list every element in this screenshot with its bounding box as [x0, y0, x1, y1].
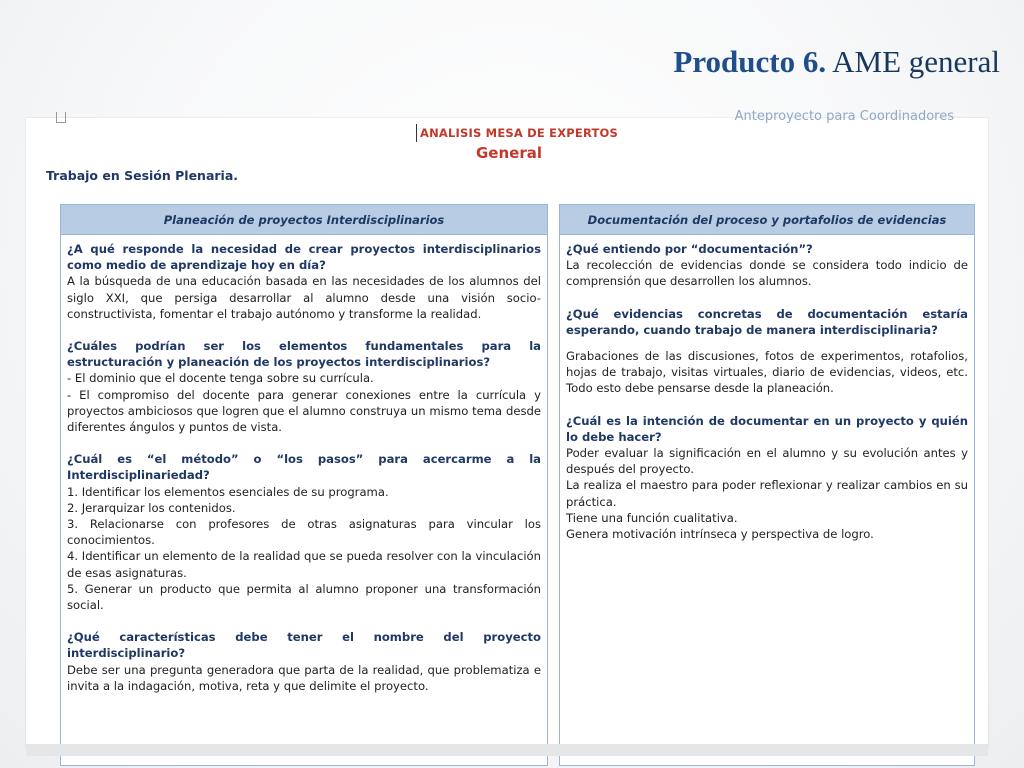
session-label: Trabajo en Sesión Plenaria. [46, 168, 239, 183]
question: ¿Qué características debe tener el nombre del proyecto interdisciplinario? [67, 630, 541, 661]
answer: Genera motivación intrínseca y perspectiva de logro. [566, 527, 874, 542]
cut-header-text: Anteproyecto para Coordinadores [734, 109, 954, 124]
question: ¿Cuál es “el método” o “los pasos” para acercarme a la Interdisciplinariedad? [67, 452, 541, 483]
left-column-header: Planeación de proyectos Interdisciplinarios [61, 205, 547, 235]
question: ¿Qué entiendo por “documentación”? [566, 242, 813, 256]
slide-title-bold: Producto 6. [673, 44, 827, 79]
question: ¿Cuáles podrían ser los elementos fundamentales para la estructuración y planeación de los proyectos interdisciplinarios? [67, 339, 541, 370]
answer: La recolección de evidencias donde se considera todo indicio de comprensión que desarrollen los alumnos. [566, 258, 968, 289]
slide-title [673, 44, 1000, 80]
corner-mark [56, 112, 66, 123]
answer: 1. Identificar los elementos esenciales de su programa. [67, 484, 389, 499]
answer: La realiza el maestro para poder reflexionar y realizar cambios en su práctica. [566, 478, 968, 509]
answer: 5. Generar un producto que permita al alumno proponer una transformación social. [67, 581, 541, 613]
right-column [559, 204, 975, 766]
question: ¿A qué responde la necesidad de crear proyectos interdisciplinarios como medio de aprendizaje hoy en día? [67, 242, 541, 273]
document-heading: ANALISIS MESA DE EXPERTOS [420, 126, 619, 140]
question: ¿Qué evidencias concretas de documentación estaría esperando, cuando trabajo de manera interdisciplinaria? [566, 306, 968, 337]
answer: 4. Identificar un elemento de la realidad que se pueda resolver con la vinculación de esas asignaturas. [67, 549, 541, 580]
right-column-header: Documentación del proceso y portafolios de evidencias [560, 205, 974, 235]
question: ¿Cuál es la intención de documentar en un proyecto y quién lo debe hacer? [566, 413, 968, 444]
left-column [60, 204, 548, 766]
answer: - El dominio que el docente tenga sobre su currícula. [67, 371, 374, 386]
answer: Debe ser una pregunta generadora que parta de la realidad, que problematiza e invita a la indagación, motiva, reta y que delimite el proyecto. [67, 662, 541, 693]
answer: A la búsqueda de una educación basada en las necesidades de los alumnos del siglo XXI, que persiga desarrollar al alumno desde una visión socio-constructivista, fomentar el trabajo autónomo y transforme la realidad. [67, 274, 541, 321]
answer: Tiene una función cualitativa. [566, 510, 738, 525]
answer: 3. Relacionarse con profesores de otras asignaturas para vincular los conocimientos. [67, 517, 541, 548]
answer: - El compromiso del docente para generar conexiones entre la currícula y proyectos ambiciosos que logren que el alumno construya un mismo tema desde diferentes ángulos y puntos de vista. [67, 387, 541, 435]
right-column-body [560, 235, 974, 542]
slide-title-rest: AME general [832, 44, 1000, 79]
document-subheading: General [476, 144, 542, 162]
answer: Poder evaluar la significación en el alumno y su evolución antes y después del proyecto. [566, 446, 968, 477]
left-column-body [61, 235, 547, 694]
document-image [26, 109, 988, 748]
document-bottom-edge [26, 744, 988, 756]
answer: Grabaciones de las discusiones, fotos de experimentos, rotafolios, hojas de trabajo, visitas virtuales, diario de evidencias, videos, etc. Todo esto debe pensarse desde la planeación. [566, 349, 968, 396]
answer: 2. Jerarquizar los contenidos. [67, 500, 236, 515]
text-cursor [416, 124, 417, 142]
